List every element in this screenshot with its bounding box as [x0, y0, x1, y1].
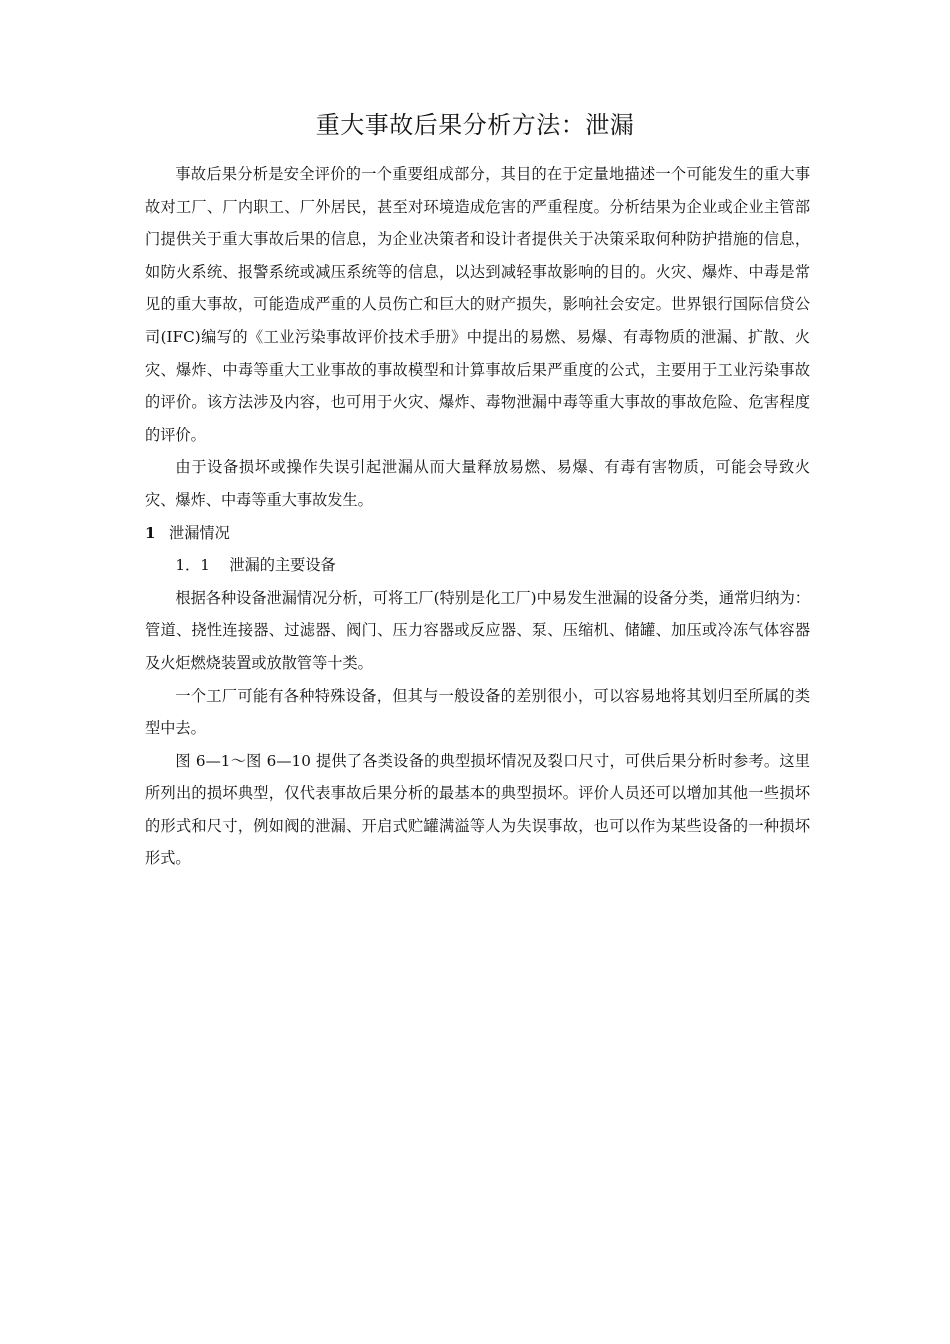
paragraph-intro: 事故后果分析是安全评价的一个重要组成部分，其目的在于定量地描述一个可能发生的重大事故对工厂、厂内职工、厂外居民，甚至对环境造成危害的严重程度。分析结果为企业或企业主管部门提供关于重大事故后果的信息，为企业决策者和设计者提供关于决策采取何种防护措施的信息，如防火系统、报警系统或减压系统等的信息，以达到减轻事故影响的目的。火灾、爆炸、中毒是常见的重大事故，可能造成严重的人员伤亡和巨大的财产损失，影响社会安定。世界银行国际信贷公司(IFC)编写的《工业污染事故评价技术手册》中提出的易燃、易爆、有毒物质的泄漏、扩散、火灾、爆炸、中毒等重大工业事故的事故模型和计算事故后果严重度的公式，主要用于工业污染事故的评价。该方法涉及内容，也可用于火灾、爆炸、毒物泄漏中毒等重大事故的事故危险、危害程度的评价。 — [145, 165, 810, 444]
document-body — [145, 158, 810, 875]
section-title: 泄漏情况 — [169, 523, 230, 542]
paragraph-special-equipment: 一个工厂可能有各种特殊设备，但其与一般设备的差别很小，可以容易地将其划归至所属的类型中去。 — [145, 686, 810, 738]
section-heading-1 — [145, 517, 810, 550]
subsection-title: 泄漏的主要设备 — [229, 556, 336, 575]
paragraph-equipment-classes: 根据各种设备泄漏情况分析，可将工厂(特别是化工厂)中易发生泄漏的设备分类，通常归纳为：管道、挠性连接器、过滤器、阀门、压力容器或反应器、泵、压缩机、储罐、加压或冷冻气体容器及火炬燃烧装置或放散管等十类。 — [145, 588, 810, 672]
paragraph-leak-cause: 由于设备损坏或操作失误引起泄漏从而大量释放易燃、易爆、有毒有害物质，可能会导致火灾、爆炸、中毒等重大事故发生。 — [145, 458, 810, 509]
section-number: 1 — [145, 523, 156, 542]
paragraph-figures-reference: 图 6—1～图 6—10 提供了各类设备的典型损坏情况及裂口尺寸，可供后果分析时参考。这里所列出的损坏典型，仅代表事故后果分析的最基本的典型损坏。评价人员还可以增加其他一些损坏的形式和尺寸，例如阀的泄漏、开启式贮罐满溢等人为失误事故，也可以作为某些设备的一种损坏形式。 — [145, 751, 810, 868]
document-title: 重大事故后果分析方法：泄漏 — [315, 111, 635, 139]
subsection-heading-1-1 — [145, 549, 810, 582]
subsection-number: 1．1 — [175, 556, 210, 575]
